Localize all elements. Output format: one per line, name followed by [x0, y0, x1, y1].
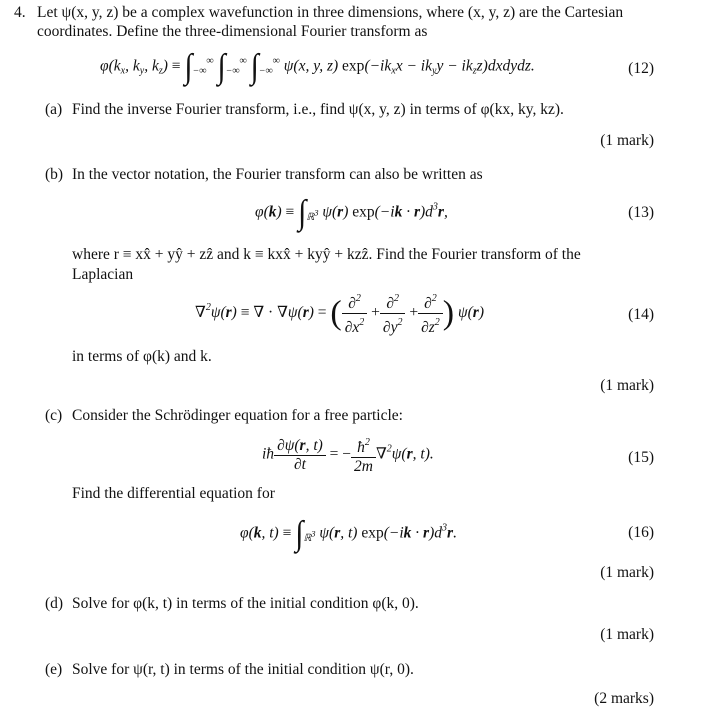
equation-14: ∇$^2$ψ(r) ≡ ∇ · ∇ψ(r) = ( $\frac{\partial^2}{\partial x^2}$ + $\frac{\partial^2}{\partial y^2}$ + $\frac{\partial^2}{\partial z^2}$ ) ψ(r) — [195, 290, 484, 337]
part-b-where-line-1: where r ≡ xx̂ + yŷ + zẑ and k ≡ kxx̂ + kyŷ + kzẑ. Find the Fourier transform of the — [72, 246, 581, 263]
part-b-after: in terms of φ(k) and k. — [72, 348, 212, 365]
problem-number: 4. — [14, 4, 26, 21]
part-a-text: Find the inverse Fourier transform, i.e., find ψ(x, y, z) in terms of φ(kx, ky, kz). — [72, 101, 564, 118]
part-c-marks: (1 mark) — [600, 564, 654, 581]
part-a-marks: (1 mark) — [600, 132, 654, 149]
part-e-text: Solve for ψ(r, t) in terms of the initial condition ψ(r, 0). — [72, 661, 414, 678]
part-d-label: (d) — [45, 595, 64, 612]
equation-number-13: (13) — [628, 204, 654, 221]
equation-number-16: (16) — [628, 524, 654, 541]
equation-16: φ(k, $t) \equiv \int_{ℝ^3}$ ψ(r, t) $\exp(-ik \cdot r)d^3r$. — [240, 514, 457, 553]
equation-number-12: (12) — [628, 60, 654, 77]
part-b-label: (b) — [45, 166, 64, 183]
part-b-text: In the vector notation, the Fourier transform can also be written as — [72, 166, 483, 183]
intro-line-1: Let ψ(x, y, z) be a complex wavefunction in three dimensions, where (x, y, z) are the Cartesian — [37, 4, 624, 21]
equation-13: $\varphi(k) \equiv \int_{ℝ^3}$ ψ(r) $\exp(-ik \cdot r)d^3r$, — [255, 193, 448, 232]
equation-12: $\varphi(k_x$, $k_y$, $k_z) \equiv \int_{-\infty}^\infty$ $\int_{-\infty}^\infty$ $\int_{-\infty}^\infty$ ψ(x, y, z) $\exp(-ik_xx - ik_yy$ − $ik_zz)dxdydz$. — [100, 47, 535, 86]
part-c-text: Consider the Schrödinger equation for a free particle: — [72, 407, 403, 424]
equation-15: iħ $\frac{\partial\psi(r, t)}{\partial t}$ = − $\frac{ħ^2}{2m}$ ∇$^2$ψ(r, t). — [262, 434, 434, 476]
intro-line-2: coordinates. Define the three-dimensional Fourier transform as — [37, 23, 428, 40]
part-e-label: (e) — [45, 661, 63, 678]
part-b-marks: (1 mark) — [600, 377, 654, 394]
part-a-label: (a) — [45, 101, 63, 118]
part-d-marks: (1 mark) — [600, 626, 654, 643]
part-e-marks: (2 marks) — [594, 690, 654, 707]
part-c-find: Find the differential equation for — [72, 485, 275, 502]
part-c-label: (c) — [45, 407, 63, 424]
equation-number-15: (15) — [628, 449, 654, 466]
part-d-text: Solve for φ(k, t) in terms of the initial condition φ(k, 0). — [72, 595, 419, 612]
equation-number-14: (14) — [628, 306, 654, 323]
part-b-where-line-2: Laplacian — [72, 266, 134, 283]
